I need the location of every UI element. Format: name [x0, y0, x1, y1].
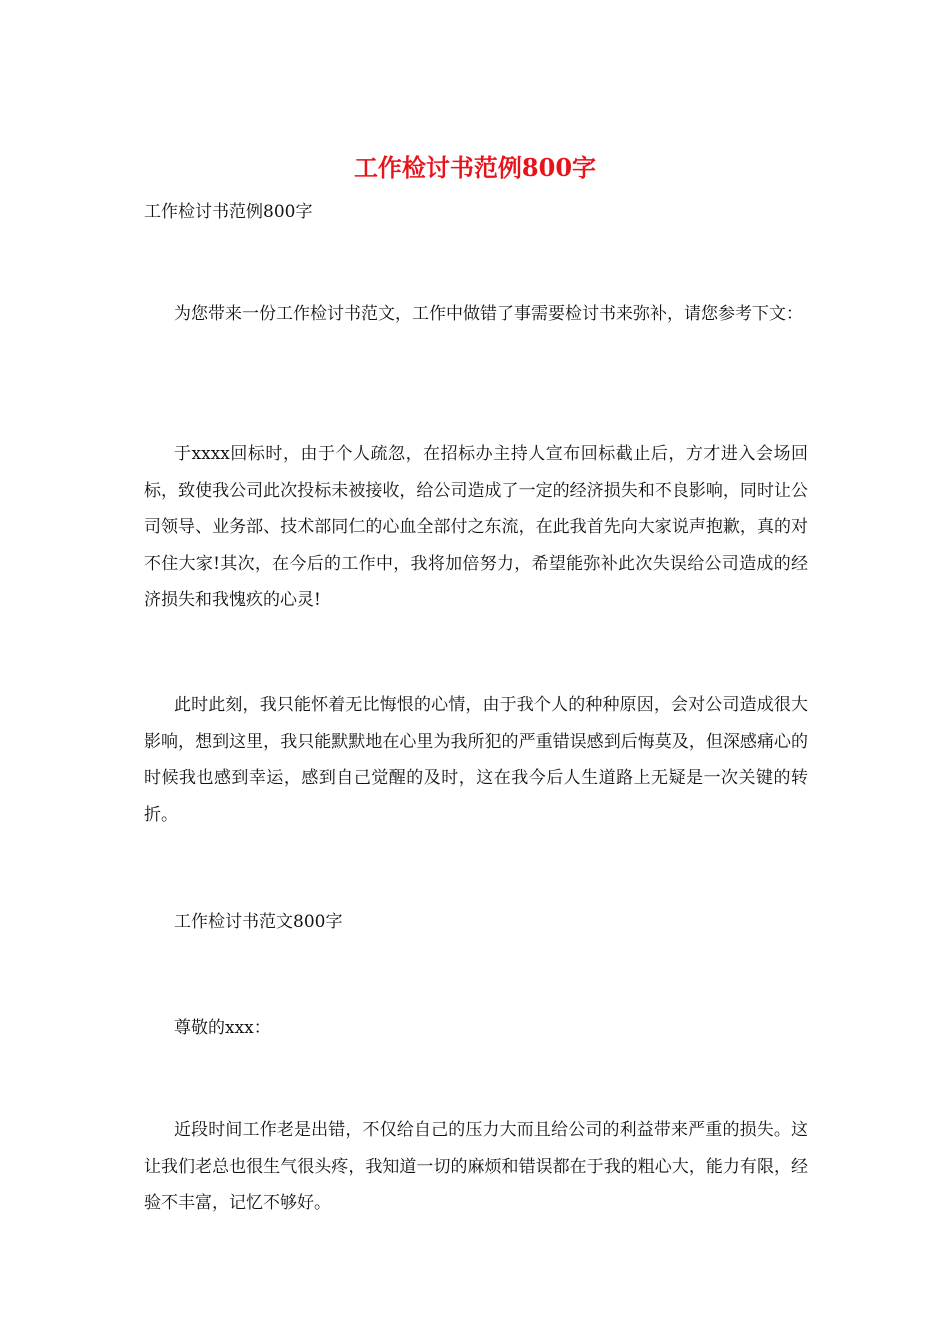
paragraph-body: 近段时间工作老是出错，不仅给自己的压力大而且给公司的利益带来严重的损失。这让我们老总也很生气很头疼，我知道一切的麻烦和错误都在于我的粗心大，能力有限，经验不丰富，记忆不够好。: [144, 1120, 808, 1213]
section-heading: 工作检讨书范文800字: [174, 912, 343, 932]
paragraph-apology: 于xxxx回标时，由于个人疏忽，在招标办主持人宣布回标截止后，方才进入会场回标，致使我公司此次投标未被接收，给公司造成了一定的经济损失和不良影响，同时让公司领导、业务部、技术部同仁的心血全部付之东流，在此我首先向大家说声抱歉，真的对不住大家!其次，在今后的工作中，我将加倍努力，希望能弥补此次失误给公司造成的经济损失和我愧疚的心灵!: [144, 444, 808, 610]
paragraph-intro: 为您带来一份工作检讨书范文，工作中做错了事需要检讨书来弥补，请您参考下文：: [174, 304, 803, 324]
paragraph-regret: 此时此刻，我只能怀着无比悔恨的心情，由于我个人的种种原因，会对公司造成很大影响，想到这里，我只能默默地在心里为我所犯的严重错误感到后悔莫及，但深感痛心的时候我也感到幸运，感到自己觉醒的及时，这在我今后人生道路上无疑是一次关键的转折。: [144, 695, 808, 825]
salutation: 尊敬的xxx：: [174, 1018, 271, 1038]
document-subtitle: 工作检讨书范例800字: [144, 202, 313, 222]
document-title: 工作检讨书范例800字: [353, 153, 597, 182]
